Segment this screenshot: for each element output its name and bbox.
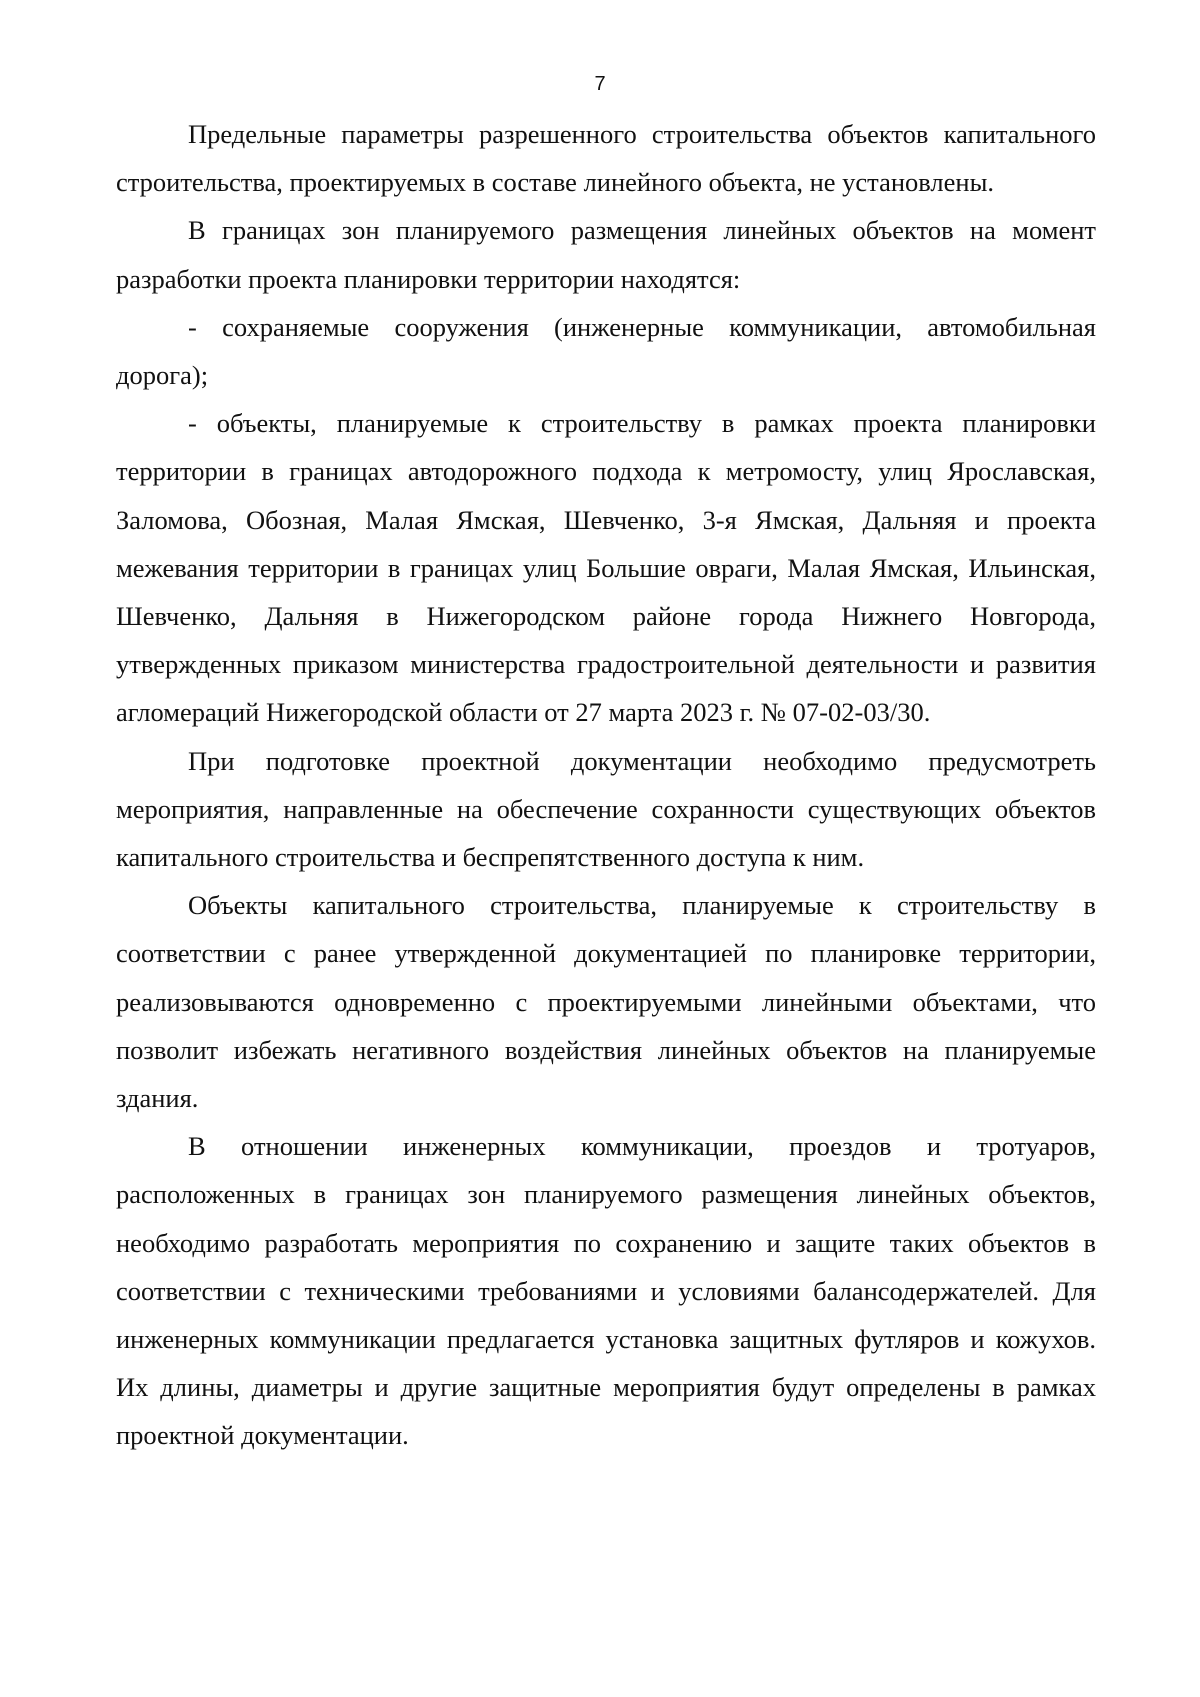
- paragraph-zone-objects-intro: В границах зон планируемого размещения линейных объектов на момент разработки проекта планировки территории находятся:: [116, 215, 1096, 294]
- paragraph-capital-construction: Объекты капитального строительства, планируемые к строительству в соответствии с ранее утвержденной документацией по планировке территории, реализовываются одновременно с проектируемыми линейными объектами, что позволит избежать негативного воздействия линейных объектов на планируемые здания.: [116, 890, 1096, 1114]
- paragraph-construction-parameters: Предельные параметры разрешенного строительства объектов капитального строительства, проектируемых в составе линейного объекта, не установлены.: [116, 119, 1096, 198]
- paragraph-engineering-communications: В отношении инженерных коммуникации, проездов и тротуаров, расположенных в границах зон планируемого размещения линейных объектов, необходимо разработать мероприятия по сохранению и защите таких объектов в соответствии с техническими требованиями и условиями балансодержателей. Для инженерных коммуникации предлагается установка защитных футляров и кожухов. Их длины, диаметры и другие защитные мероприятия будут определены в рамках проектной документации.: [116, 1131, 1096, 1451]
- document-body: [116, 110, 1096, 1460]
- page-number: 7: [594, 73, 606, 95]
- list-item-planned-objects: - объекты, планируемые к строительству в рамках проекта планировки территории в границах автодорожного подхода к метромосту, улиц Ярославская, Заломова, Обозная, Малая Ямская, Шевченко, 3-я Ямская, Дальняя и проекта межевания территории в границах улиц Большие овраги, Малая Ямская, Ильинская, Шевченко, Дальняя в Нижегородском районе города Нижнего Новгорода, утвержденных приказом министерства градостроительной деятельности и развития агломераций Нижегородской области от 27 марта 2023 г. № 07-02-03/30.: [116, 408, 1096, 728]
- paragraph-design-documentation: При подготовке проектной документации необходимо предусмотреть мероприятия, направленные на обеспечение сохранности существующих объектов капитального строительства и беспрепятственного доступа к ним.: [116, 745, 1096, 873]
- list-item-preserved-structures: - сохраняемые сооружения (инженерные коммуникации, автомобильная дорога);: [116, 311, 1096, 391]
